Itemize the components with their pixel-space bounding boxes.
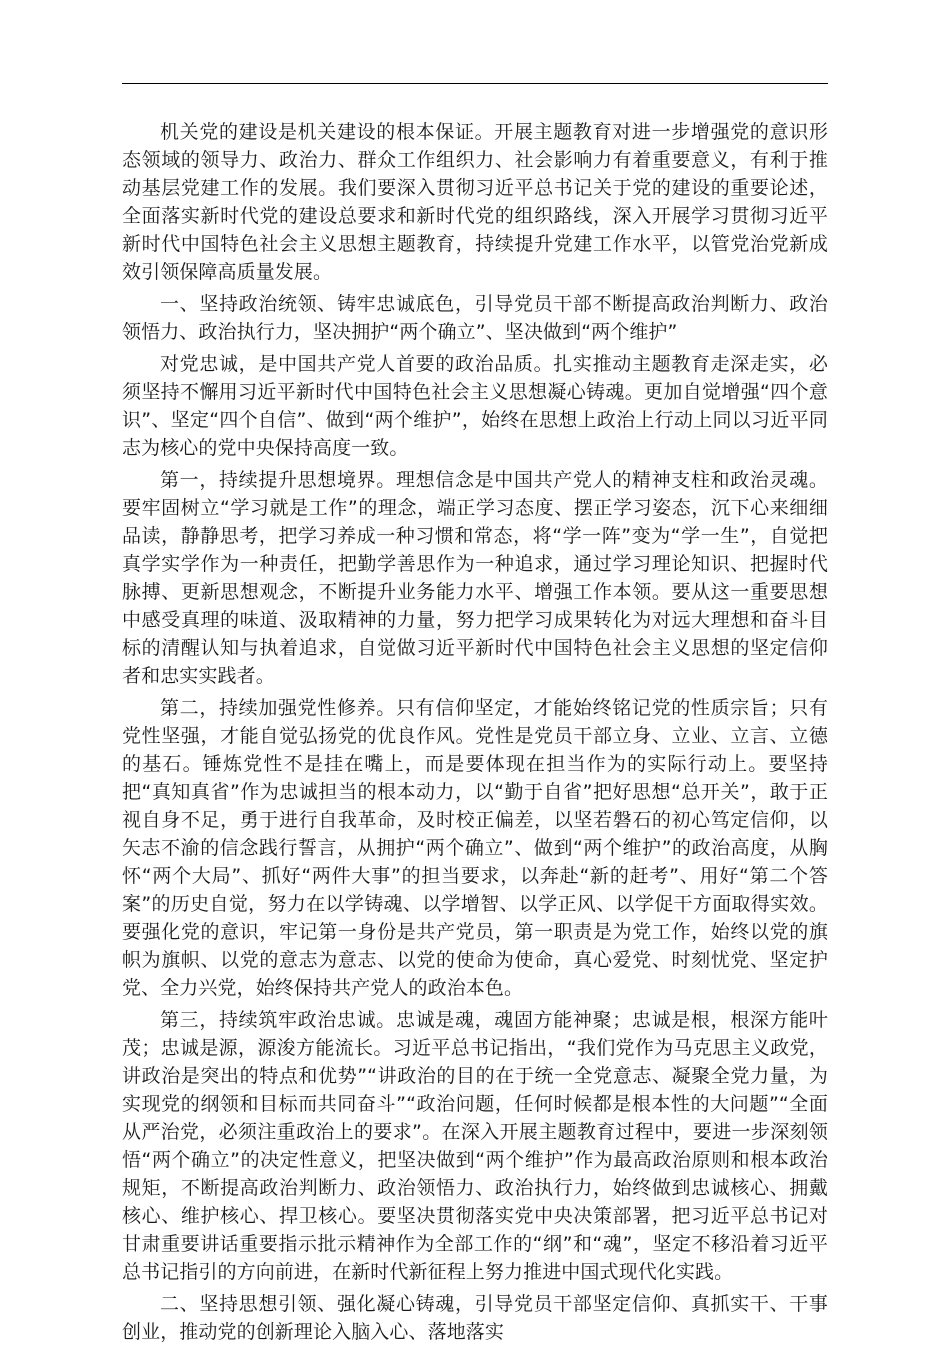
paragraph-first: 第一，持续提升思想境界。理想信念是中国共产党人的精神支柱和政治灵魂。要牢固树立“学习就是工作”的理念，端正学习态度、摆正学习姿态，沉下心来细细品读，静静思考，把学习养成一种习惯和常态，将“学一阵”变为“学一生”，自觉把真学实学作为一种责任，把勤学善思作为一种追求，通过学习理论知识、把握时代脉搏、更新思想观念，不断提升业务能力水平、增强工作本领。要从这一重要思想中感受真理的味道、汲取精神的力量，努力把学习成果转化为对远大理想和奋斗目标的清醒认知与执着追求，自觉做习近平新时代中国特色社会主义思想的坚定信仰者和忠实实践者。 <box>122 469 828 687</box>
paragraph-intro: 机关党的建设是机关建设的根本保证。开展主题教育对进一步增强党的意识形态领域的领导力、政治力、群众工作组织力、社会影响力有着重要意义，有利于推动基层党建工作的发展。我们要深入贯彻习近平总书记关于党的建设的重要论述，全面落实新时代党的建设总要求和新时代党的组织路线，深入开展学习贯彻习近平新时代中国特色社会主义思想主题教育，持续提升党建工作水平，以管党治党新成效引领保障高质量发展。 <box>122 121 828 283</box>
paragraph-third: 第三，持续筑牢政治忠诚。忠诚是魂，魂固方能神聚；忠诚是根，根深方能叶茂；忠诚是源，源浚方能流长。习近平总书记指出，“我们党作为马克思主义政党，讲政治是突出的特点和优势”“讲政治的目的在于统一全党意志、凝聚全党力量，为实现党的纲领和目标而共同奋斗”“政治问题，任何时候都是根本性的大问题”“全面从严治党，必须注重政治上的要求”。在深入开展主题教育过程中，要进一步深刻领悟“两个确立”的决定性意义，把坚决做到“两个维护”作为最高政治原则和根本政治规矩，不断提高政治判断力、政治领悟力、政治执行力，始终做到忠诚核心、拥戴核心、维护核心、捍卫核心。要坚决贯彻落实党中央决策部署，把习近平总书记对甘肃重要讲话重要指示批示精神作为全部工作的“纲”和“魂”，坚定不移沿着习近平总书记指引的方向前进，在新时代新征程上努力推进中国式现代化实践。 <box>122 1009 828 1283</box>
section-heading-2: 二、坚持思想引领、强化凝心铸魂，引导党员干部坚定信仰、真抓实干、干事创业，推动党的创新理论入脑入心、落地落实 <box>122 1293 828 1343</box>
paragraph-loyalty: 对党忠诚，是中国共产党人首要的政治品质。扎实推动主题教育走深走实，必须坚持不懈用习近平新时代中国特色社会主义思想凝心铸魂。更加自觉增强“四个意识”、坚定“四个自信”、做到“两个维护”，始终在思想上政治上行动上同以习近平同志为核心的党中央保持高度一致。 <box>122 353 828 459</box>
document-body <box>122 118 828 1350</box>
paragraph-second: 第二，持续加强党性修养。只有信仰坚定，才能始终铭记党的性质宗旨；只有党性坚强，才能自觉弘扬党的优良作风。党性是党员干部立身、立业、立言、立德的基石。锤炼党性不是挂在嘴上，而是要体现在担当作为的实际行动上。要坚持把“真知真省”作为忠诚担当的根本动力，以“勤于自省”把好思想“总开关”，敢于正视自身不足，勇于进行自我革命，及时校正偏差，以坚若磐石的初心笃定信仰，以矢志不渝的信念践行誓言，从拥护“两个确立”、做到“两个维护”的政治高度，从胸怀“两个大局”、抓好“两件大事”的担当要求，以奔赴“新的赶考”、用好“第二个答案”的历史自觉，努力在以学铸魂、以学增智、以学正风、以学促干方面取得实效。要强化党的意识，牢记第一身份是共产党员，第一职责是为党工作，始终以党的旗帜为旗帜、以党的意志为意志、以党的使命为使命，真心爱党、时刻忧党、坚定护党、全力兴党，始终保持共产党人的政治本色。 <box>122 697 828 999</box>
header-rule <box>122 83 828 84</box>
section-heading-1: 一、坚持政治统领、铸牢忠诚底色，引导党员干部不断提高政治判断力、政治领悟力、政治执行力，坚决拥护“两个确立”、坚决做到“两个维护” <box>122 293 828 343</box>
